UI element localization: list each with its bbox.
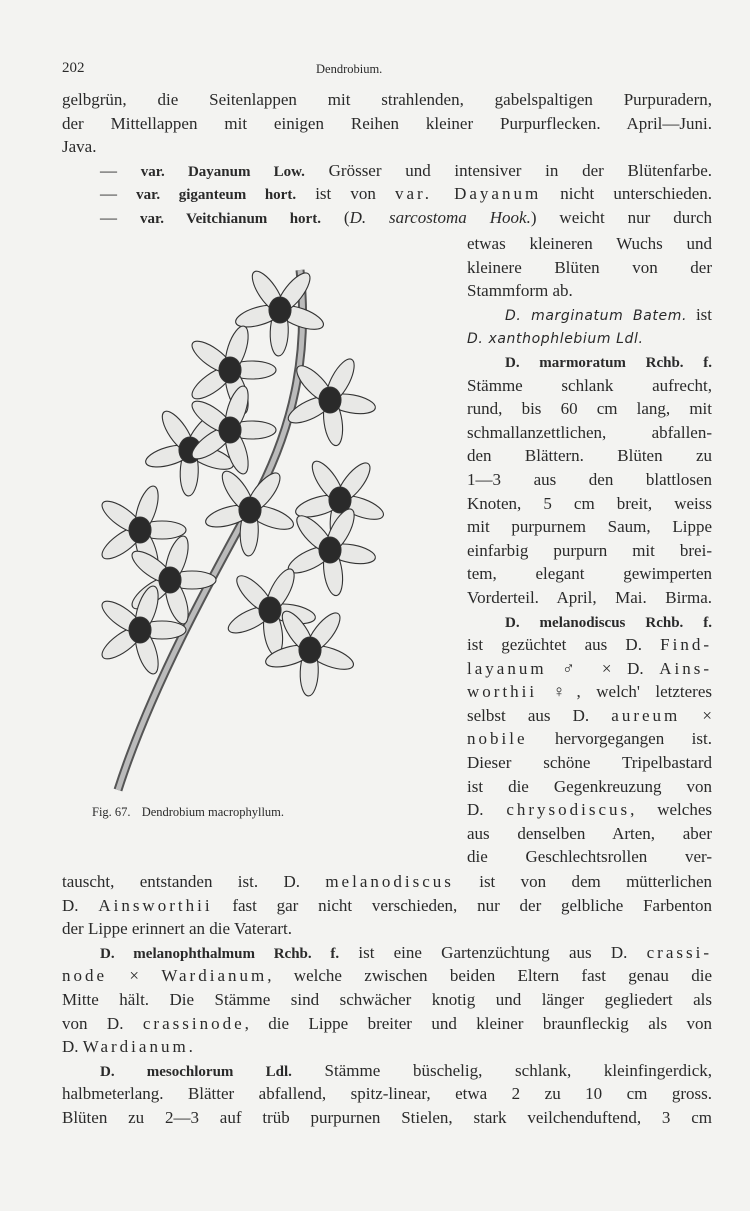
- text-segment: gelbgrün, die Seitenlappen mit strahlenden, gabelspaltigen Purpuradern,: [62, 90, 712, 109]
- text-line: [62, 917, 712, 941]
- spaced-name: chrysodiscus: [506, 800, 631, 820]
- flower-drawing: [285, 355, 377, 447]
- spaced-name: melanodiscus: [325, 872, 454, 891]
- text-line: [62, 964, 712, 988]
- text-block-right-column: [467, 232, 712, 869]
- text-segment: halbmeterlang. Blätter abfallend, spitz-linear, etwa 2 zu 10 cm gross.: [62, 1084, 712, 1104]
- text-segment: etwas kleineren Wuchs und: [467, 234, 712, 253]
- text-segment: ist die Gegenkreuzung von: [467, 776, 712, 796]
- text-line: [467, 279, 712, 303]
- text-segment: Mitte hält. Die Stämme sind schwächer knotig und länger gegliedert als: [62, 989, 712, 1009]
- spaced-name: Wardianum: [161, 966, 268, 986]
- text-line: [467, 562, 712, 586]
- text-segment: ist eine Gartenzüchtung aus D.: [339, 942, 647, 962]
- text-segment: Knoten, 5 cm breit, weiss: [467, 493, 712, 513]
- text-segment: D. xanthophlebium Ldl.: [467, 331, 644, 348]
- orchid-illustration: [80, 250, 450, 810]
- text-line: [467, 303, 712, 327]
- text-line: [62, 1082, 712, 1106]
- text-line: [467, 421, 712, 445]
- text-segment: ist von dem mütterlichen: [453, 872, 712, 891]
- spaced-name: nobile: [467, 729, 528, 749]
- text-line: [467, 539, 712, 563]
- text-segment: einfarbig purpurn mit brei-: [467, 540, 712, 560]
- text-line: [62, 1035, 712, 1059]
- text-segment: tauscht, entstanden ist. D.: [62, 872, 326, 891]
- text-line: [467, 350, 712, 374]
- text-line: [467, 397, 712, 421]
- text-segment: ist von: [296, 184, 395, 204]
- spaced-name: Wardianum: [82, 1037, 189, 1057]
- text-segment: fast gar nicht verschieden, nur der gelbliche Farbenton: [212, 895, 713, 915]
- text-line: [467, 680, 712, 704]
- text-segment: der Lippe erinnert an die Vaterart.: [62, 919, 293, 939]
- species-heading: var. Veitchianum hort.: [139, 210, 321, 227]
- text-segment: tem, elegant gewimperten: [467, 564, 712, 584]
- text-segment: schmallanzettlichen, abfallen-: [467, 422, 712, 442]
- text-line: [62, 159, 712, 183]
- text-line: [467, 492, 712, 516]
- text-segment: .: [188, 1037, 193, 1057]
- text-segment: , die Lippe breiter und kleiner braunfleckig als von: [244, 1013, 712, 1033]
- text-segment: ) weicht nur durch: [530, 207, 712, 227]
- species-heading: var. giganteum hort.: [136, 187, 297, 204]
- text-line: [62, 135, 712, 159]
- species-heading: D. melanophthalmum Rchb. f.: [100, 945, 340, 962]
- text-line: [62, 206, 712, 230]
- text-line: [62, 1012, 712, 1036]
- text-segment: (: [320, 207, 350, 227]
- text-segment: Java.: [62, 137, 97, 157]
- text-line: [467, 845, 712, 869]
- text-segment: D. marginatum Batem.: [505, 307, 688, 324]
- text-segment: ist: [687, 304, 712, 324]
- text-line: [62, 112, 712, 136]
- species-heading: D. melanodiscus Rchb. f.: [505, 614, 712, 631]
- running-title: Dendrobium.: [316, 62, 383, 76]
- text-segment: D.: [467, 800, 507, 820]
- spaced-name: node: [62, 966, 108, 986]
- text-line: [467, 586, 712, 610]
- text-segment: ♀, welch' letzteres: [537, 682, 712, 702]
- figure-label: Fig. 67.: [92, 805, 131, 819]
- text-segment: der Mittellappen mit einigen Reihen kleiner Purpurflecken. April—Juni.: [62, 113, 712, 133]
- text-line: [467, 657, 712, 681]
- text-segment: 1—3 aus den blattlosen: [467, 469, 712, 489]
- text-line: [62, 870, 712, 894]
- text-segment: ×: [107, 966, 162, 986]
- text-line: [467, 232, 712, 256]
- text-line: [467, 444, 712, 468]
- figure-title: Dendrobium macrophyllum.: [141, 805, 285, 819]
- text-line: [62, 88, 712, 112]
- text-line: [467, 633, 712, 657]
- species-heading: var. Dayanum Low.: [140, 163, 305, 180]
- text-line: [467, 610, 712, 634]
- text-line: [467, 468, 712, 492]
- spaced-name: var. Dayanum: [394, 184, 542, 204]
- text-segment: Blüten zu 2—3 auf trüb purpurnen Stielen, stark veilchenduftend, 3 cm: [62, 1107, 712, 1127]
- text-segment: nicht unterschieden.: [541, 184, 713, 204]
- text-line: [62, 1059, 712, 1083]
- page-number: 202: [62, 60, 85, 76]
- text-segment: kleinere Blüten von der: [467, 257, 712, 277]
- spaced-name: worthii: [467, 682, 538, 702]
- text-segment: —: [100, 207, 140, 227]
- text-line: [467, 727, 712, 751]
- text-segment: mit purpurnem Saum, Lippe: [467, 517, 712, 537]
- text-segment: Stammform ab.: [467, 281, 573, 301]
- text-segment: Vorderteil. April, Mai. Birma.: [467, 587, 712, 607]
- spaced-name: crassi-: [646, 942, 712, 962]
- spaced-name: layanum: [467, 658, 547, 678]
- text-segment: aus denselben Arten, aber: [467, 823, 712, 843]
- text-line: [467, 798, 712, 822]
- text-segment: D.: [62, 895, 99, 915]
- text-segment: ×: [680, 705, 712, 725]
- spaced-name: Ainsworthii: [98, 895, 213, 915]
- text-segment: hervorgegangen ist.: [527, 729, 712, 749]
- text-line: [467, 515, 712, 539]
- text-segment: D. sarcostoma Hook.: [349, 207, 531, 227]
- species-heading: D. mesochlorum Ldl.: [100, 1063, 292, 1080]
- text-line: [467, 822, 712, 846]
- text-line: [467, 256, 712, 280]
- spaced-name: aureum: [611, 705, 681, 725]
- text-segment: den Blättern. Blüten zu: [467, 446, 712, 466]
- text-segment: Dieser schöne Tripelbastard: [467, 753, 712, 773]
- text-line: [62, 182, 712, 206]
- text-segment: Stämme schlank aufrecht,: [467, 375, 712, 395]
- text-line: [62, 941, 712, 965]
- spaced-name: crassinode: [142, 1013, 245, 1033]
- spaced-name: Ains-: [659, 658, 712, 678]
- text-line: [467, 704, 712, 728]
- text-line: [467, 775, 712, 799]
- text-segment: ♂ × D.: [546, 658, 660, 678]
- text-segment: selbst aus D.: [467, 705, 612, 725]
- spaced-name: Find-: [660, 635, 712, 655]
- species-heading: D. marmoratum Rchb. f.: [505, 354, 712, 371]
- text-line: [62, 894, 712, 918]
- text-line: [62, 988, 712, 1012]
- text-segment: , welches: [630, 800, 712, 820]
- flower-drawing: [203, 467, 296, 556]
- text-segment: rund, bis 60 cm lang, mit: [467, 399, 712, 419]
- text-segment: , welche zwischen beiden Eltern fast genau die: [267, 966, 712, 986]
- text-segment: Stämme büschelig, schlank, kleinfingerdick,: [291, 1060, 713, 1080]
- text-segment: D.: [62, 1037, 83, 1057]
- text-segment: Grösser und intensiver in der Blütenfarbe.: [304, 160, 713, 180]
- text-block-bottom: [62, 870, 712, 1130]
- text-segment: die Geschlechtsrollen ver-: [467, 847, 712, 867]
- text-segment: ist gezüchtet aus D.: [467, 635, 661, 655]
- text-line: [467, 326, 712, 350]
- text-line: [467, 751, 712, 775]
- text-line: [62, 1106, 712, 1130]
- text-segment: von D.: [62, 1013, 143, 1033]
- text-segment: —: [100, 184, 137, 204]
- text-line: [467, 374, 712, 398]
- text-block-top: [62, 88, 712, 230]
- text-segment: —: [100, 160, 141, 180]
- figure-caption: [92, 805, 292, 820]
